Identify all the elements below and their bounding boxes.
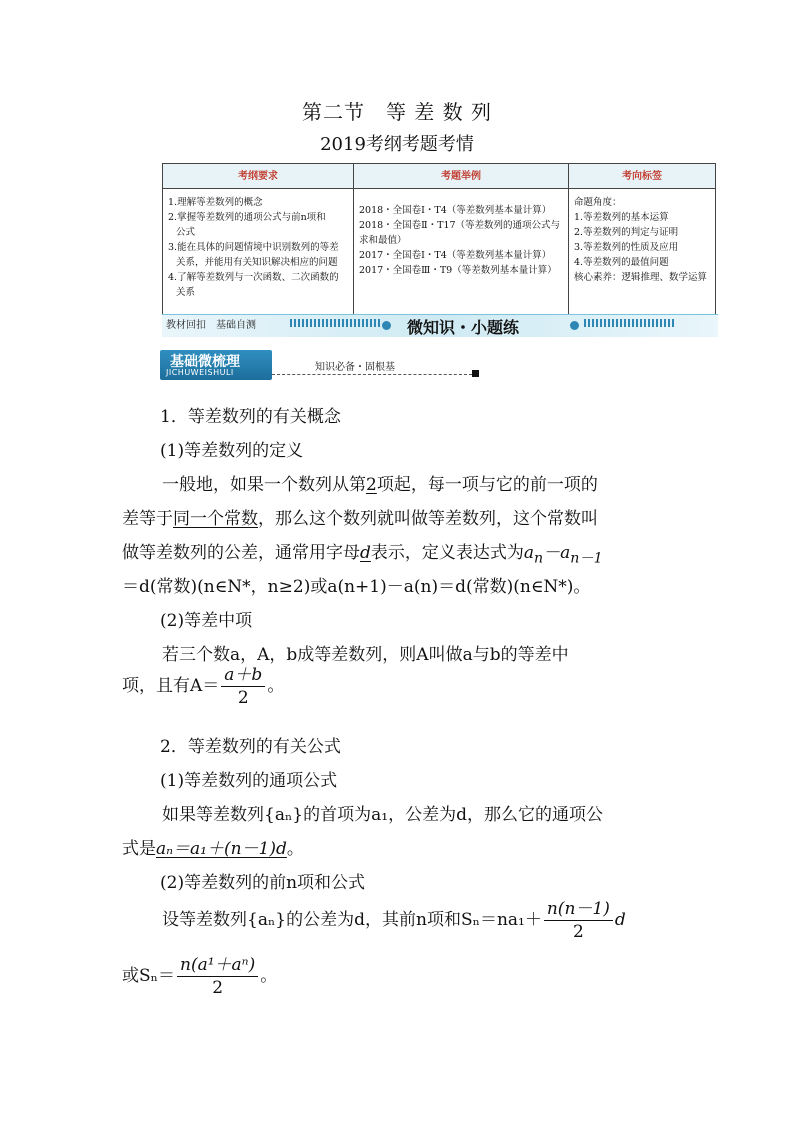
gen-title: (1)等差数列的通项公式 xyxy=(160,771,338,791)
sum-title: (2)等差数列的前n项和公式 xyxy=(160,873,366,893)
banner-left-label: 教材回扣 基础自测 xyxy=(166,320,256,331)
list-item: 1.理解等差数列的概念 xyxy=(168,197,263,208)
table-header-row xyxy=(163,164,716,189)
section-banner xyxy=(162,312,718,340)
section-tag xyxy=(160,350,480,382)
text: 项起，每一项与它的前一项的 xyxy=(376,475,598,495)
list-item: 核心素养：逻辑推理、数学运算 xyxy=(574,272,708,283)
blank-answer: 同一个常数 xyxy=(173,509,258,529)
banner-dot-icon xyxy=(570,321,579,330)
header-tags: 考向标签 xyxy=(569,164,716,189)
text: 差等于 xyxy=(122,509,173,529)
mid-line-2 xyxy=(122,664,284,709)
list-item: 2017・全国卷Ⅲ・T9（等差数列基本量计算） xyxy=(359,265,557,276)
text: 。 xyxy=(260,966,278,986)
tag-pinyin: JICHUWEISHULI xyxy=(166,368,234,377)
numerator: n(a¹＋aⁿ) xyxy=(177,954,258,977)
blank-answer: 2 xyxy=(366,475,377,495)
section-subtitle: 2019考纲考题考情 xyxy=(320,134,474,155)
exam-outline-table xyxy=(162,163,716,320)
fraction xyxy=(177,954,258,999)
requirements-cell xyxy=(163,189,354,320)
math: a xyxy=(523,543,535,563)
numerator: n(n－1) xyxy=(544,898,613,921)
sum-line-1 xyxy=(162,898,626,943)
list-item: 3.能在具体的问题情境中识别数列的等差 xyxy=(168,242,339,253)
gen-line-1: 如果等差数列{aₙ}的首项为a₁，公差为d，那么它的通项公 xyxy=(162,805,603,825)
blank-answer: aₙ＝a₁＋(n－1)d xyxy=(156,839,287,859)
def-title: (1)等差数列的定义 xyxy=(160,441,304,461)
list-item: 2018・全国卷Ⅰ・T4（等差数列基本量计算） xyxy=(359,205,552,216)
text: 一般地，如果一个数列从第 xyxy=(162,475,366,495)
list-item: 4.了解等差数列与一次函数、二次函数的 xyxy=(168,272,339,283)
text: 式是 xyxy=(122,839,156,859)
heading-2: 2．等差数列的有关公式 xyxy=(160,737,341,757)
list-item: 2.掌握等差数列的通项公式与前n项和 xyxy=(168,212,326,223)
def-line-4: ＝d(常数)(n∈N*，n≥2)或a(n+1)－a(n)＝d(常数)(n∈N*)。 xyxy=(122,577,591,597)
fraction xyxy=(221,664,265,709)
list-item: 命题角度： xyxy=(574,197,622,208)
banner-stripes-right xyxy=(584,319,674,327)
text: 设等差数列{aₙ}的公差为d，其前n项和Sₙ＝na₁＋ xyxy=(162,910,542,930)
banner-stripes-left xyxy=(290,319,380,327)
fraction xyxy=(544,898,613,943)
math: －a xyxy=(543,543,571,563)
tags-cell xyxy=(569,189,716,320)
list-item: 2017・全国卷Ⅰ・T4（等差数列基本量计算） xyxy=(359,250,552,261)
text: 。 xyxy=(286,839,304,859)
section-title: 第二节 等 差 数 列 xyxy=(301,100,493,124)
blank-answer: d xyxy=(360,543,371,563)
list-item: 求和最值） xyxy=(359,235,407,246)
list-item: 公式 xyxy=(176,227,196,238)
list-item: 4.等差数列的最值问题 xyxy=(574,257,669,268)
examples-cell xyxy=(354,189,569,320)
tag-title: 基础微梳理 xyxy=(170,354,240,370)
math: d xyxy=(614,910,626,930)
text: 做等差数列的公差，通常用字母 xyxy=(122,543,360,563)
numerator: a＋b xyxy=(221,664,265,687)
list-item: 2.等差数列的判定与证明 xyxy=(574,227,679,238)
text: 。 xyxy=(267,676,285,696)
text: 表示，定义表达式为 xyxy=(370,543,524,563)
mid-line-1: 若三个数a，A，b成等差数列，则A叫做a与b的等差中 xyxy=(162,645,569,665)
denominator: 2 xyxy=(572,922,584,942)
def-line-1 xyxy=(162,470,598,495)
text: 项，且有A＝ xyxy=(122,676,220,696)
list-item: 1.等差数列的基本运算 xyxy=(574,212,669,223)
def-line-3 xyxy=(122,538,603,567)
denominator: 2 xyxy=(237,688,249,708)
tag-end-square xyxy=(472,370,479,377)
text: ，那么这个数列就叫做等差数列，这个常数叫 xyxy=(258,509,598,529)
tag-subtitle: 知识必备・固根基 xyxy=(315,362,395,373)
list-item: 2018・全国卷Ⅱ・T17（等差数列的通项公式与 xyxy=(359,220,561,231)
text: 或Sₙ＝ xyxy=(122,966,176,986)
list-item: 3.等差数列的性质及应用 xyxy=(574,242,679,253)
gen-line-2 xyxy=(122,834,304,859)
heading-1: 1．等差数列的有关概念 xyxy=(160,407,341,427)
list-item: 关系，并能用有关知识解决相应的问题 xyxy=(176,257,338,268)
banner-dot-icon xyxy=(382,321,391,330)
banner-center-label: 微知识・小题练 xyxy=(407,318,520,337)
math: n－1 xyxy=(570,550,603,567)
tag-dashed-line xyxy=(272,374,472,375)
sum-line-2 xyxy=(122,954,277,999)
list-item: 关系 xyxy=(176,287,196,298)
math: n xyxy=(534,550,544,567)
denominator: 2 xyxy=(212,978,224,998)
mid-title: (2)等差中项 xyxy=(160,611,253,631)
header-requirements: 考纲要求 xyxy=(163,164,354,189)
def-line-2 xyxy=(122,504,598,529)
table-row xyxy=(163,189,716,320)
header-examples: 考题举例 xyxy=(354,164,569,189)
